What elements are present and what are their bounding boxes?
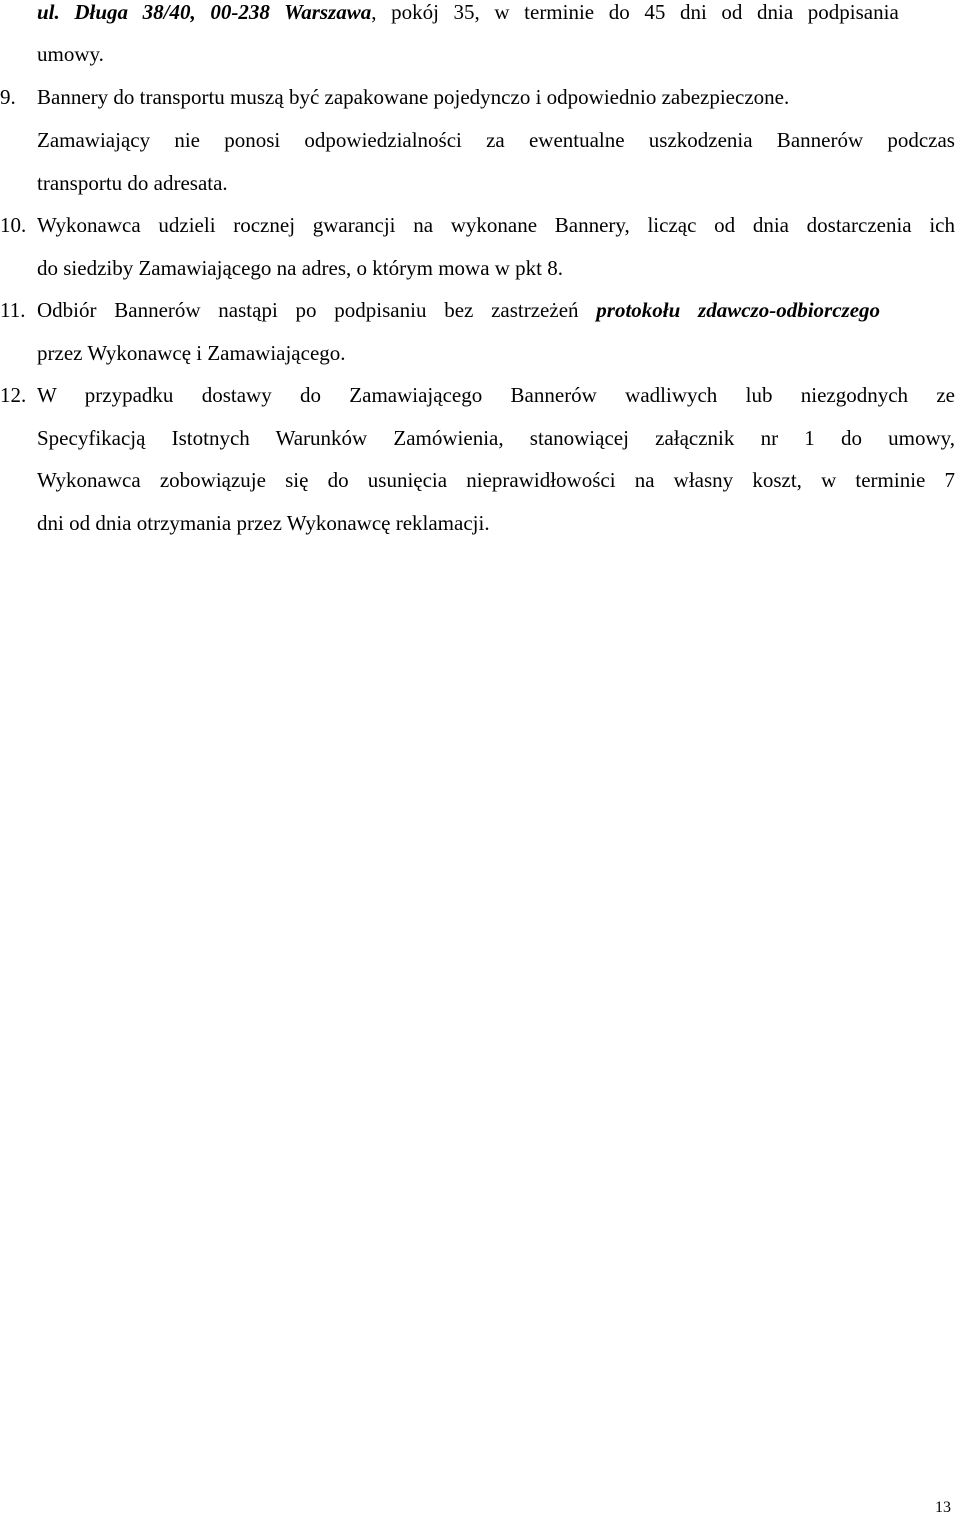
item-11-line-1 [37, 300, 880, 321]
item-9-line-2: Zamawiający nie ponosi odpowiedzialności za ewentualne uszkodzenia Bannerów podczas [37, 128, 955, 152]
item-10-line-1: Wykonawca udzieli rocznej gwarancji na wykonane Bannery, licząc od dnia dostarczenia ich [37, 213, 955, 237]
item-11-line-2: przez Wykonawcę i Zamawiającego. [37, 341, 346, 365]
item-8-line-1 [37, 2, 899, 23]
protocol-emphasis: protokołu zdawczo-odbiorczego [596, 298, 881, 322]
item-11-line-1-text: Odbiór Bannerów nastąpi po podpisaniu bez zastrzeżeń [37, 298, 597, 322]
item-12-line-1: W przypadku dostawy do Zamawiającego Bannerów wadliwych lub niezgodnych ze [37, 383, 956, 407]
item-11-number: 11. [0, 298, 26, 322]
item-12-line-2: Specyfikacją Istotnych Warunków Zamówienia, stanowiącej załącznik nr 1 do umowy, [37, 426, 956, 450]
item-8-line-1-rest: , pokój 35, w terminie do 45 dni od dnia podpisania [371, 0, 899, 24]
item-12-line-4: dni od dnia otrzymania przez Wykonawcę reklamacji. [37, 511, 490, 535]
item-12-number: 12. [0, 383, 27, 407]
page-number: 13 [935, 1499, 951, 1516]
item-8-line-2: umowy. [37, 42, 104, 66]
item-12-line-3: Wykonawca zobowiązuje się do usunięcia nieprawidłowości na własny koszt, w terminie 7 [37, 468, 956, 492]
item-10-line-2: do siedziby Zamawiającego na adres, o którym mowa w pkt 8. [37, 256, 564, 280]
item-10-number: 10. [0, 213, 27, 237]
item-9-line-3: transportu do adresata. [37, 171, 228, 195]
item-9-line-1: Bannery do transportu muszą być zapakowane pojedynczo i odpowiednio zabezpieczone. [37, 85, 790, 109]
delivery-address: ul. Długa 38/40, 00-238 Warszawa [37, 0, 372, 24]
item-9-number: 9. [0, 85, 16, 109]
